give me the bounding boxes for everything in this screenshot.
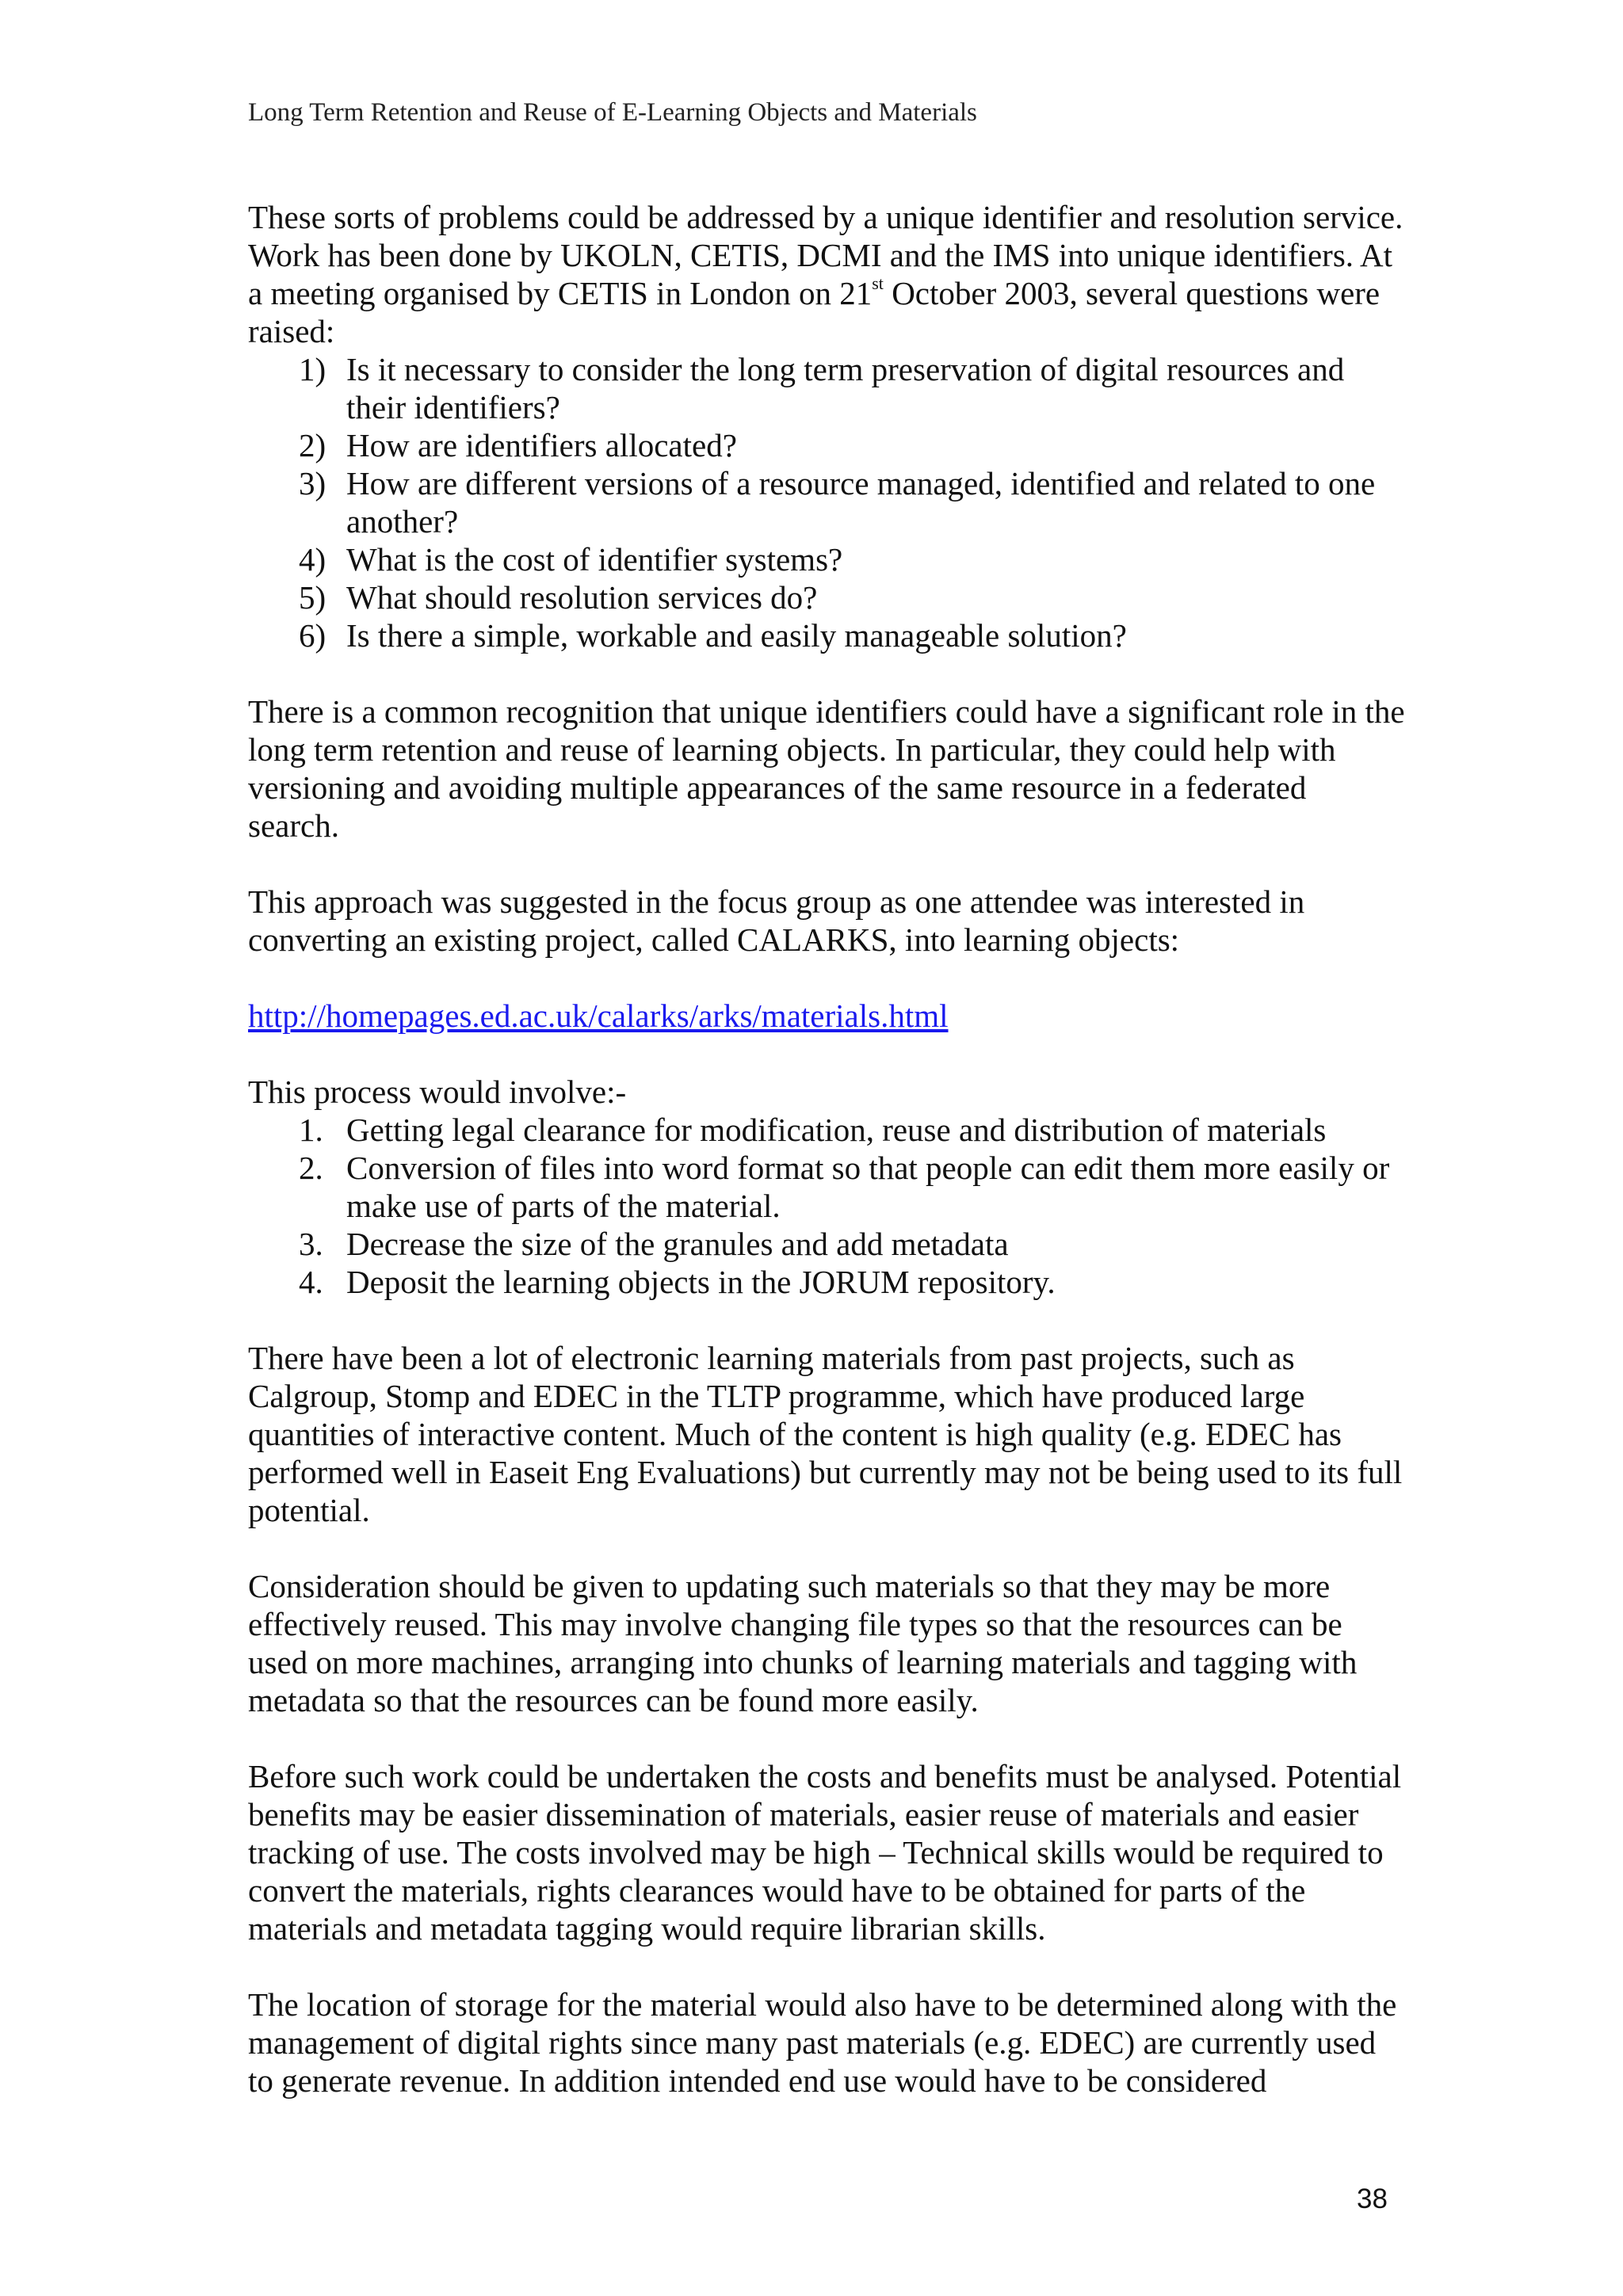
- list-item: [248, 1225, 1405, 1263]
- list-number: 6): [299, 617, 327, 654]
- list-number: 2.: [299, 1150, 323, 1186]
- costs-paragraph: Before such work could be undertaken the costs and benefits must be analysed. Potential benefits may be easier dissemination of materials, easier reuse of materials and easier tracking of use. The costs involved may be high – Technical skills would be required to convert the materials, rights clearances would have to be obtained for parts of the materials and metadata tagging would require librarian skills.: [248, 1758, 1402, 1947]
- list-item: [248, 350, 1405, 426]
- list-item-text: Deposit the learning objects in the JORUM repository.: [346, 1264, 1056, 1300]
- list-number: 4): [299, 541, 327, 578]
- intro-paragraph: [248, 198, 1405, 350]
- list-number: 1.: [299, 1112, 323, 1148]
- list-number: 3): [299, 465, 327, 502]
- link-paragraph: [248, 997, 1405, 1035]
- approach-paragraph: This approach was suggested in the focus group as one attendee was interested in converting an existing project, called CALARKS, into learning objects:: [248, 883, 1305, 958]
- body-text: [248, 198, 1405, 2100]
- list-item-text: How are identifiers allocated?: [346, 427, 737, 463]
- list-item-text: Getting legal clearance for modification, reuse and distribution of materials: [346, 1112, 1327, 1148]
- list-item-text: What is the cost of identifier systems?: [346, 541, 843, 578]
- list-number: 1): [299, 351, 327, 387]
- list-number: 3.: [299, 1226, 323, 1262]
- list-item: [248, 540, 1405, 578]
- process-steps-list: [248, 1111, 1405, 1301]
- intro-text-part1: These sorts of problems could be addressed by a unique identifier and resolution service. Work has been done by UKOLN, CETIS, DCMI and the IMS into unique identifiers. At a meeting organised by CETIS in London on 21: [248, 199, 1403, 311]
- list-item: [248, 426, 1405, 464]
- list-number: 2): [299, 427, 327, 463]
- recognition-paragraph: There is a common recognition that unique identifiers could have a significant role in the long term retention and reuse of learning objects. In particular, they could help with versioning and avoiding multiple appearances of the same resource in a federated search.: [248, 693, 1405, 844]
- questions-list: [248, 350, 1405, 654]
- list-item: [248, 1263, 1405, 1301]
- list-item: [248, 616, 1405, 654]
- list-item: [248, 1149, 1405, 1225]
- page-number: 38: [1357, 2183, 1388, 2214]
- list-number: 4.: [299, 1264, 323, 1300]
- process-intro: This process would involve:-: [248, 1074, 627, 1110]
- past-projects-paragraph: There have been a lot of electronic learning materials from past projects, such as Calgroup, Stomp and EDEC in the TLTP programme, which have produced large quantities of interactive content. Much of the content is high quality (e.g. EDEC has performed well in Easeit Eng Evaluations) but currently may not be being used to its full potential.: [248, 1340, 1403, 1528]
- calarks-link[interactable]: http://homepages.ed.ac.uk/calarks/arks/materials.html: [248, 997, 949, 1034]
- list-item: [248, 464, 1405, 540]
- list-item-text: Conversion of files into word format so that people can edit them more easily or make use of parts of the material.: [346, 1150, 1390, 1224]
- list-item: [248, 578, 1405, 616]
- list-item: [248, 1111, 1405, 1149]
- location-paragraph: The location of storage for the material would also have to be determined along with the management of digital rights since many past materials (e.g. EDEC) are currently used to generate revenue. In addition intended end use would have to be considered: [248, 1986, 1397, 2099]
- list-item-text: Is it necessary to consider the long term preservation of digital resources and their identifiers?: [346, 351, 1345, 425]
- list-item-text: What should resolution services do?: [346, 579, 818, 616]
- list-number: 5): [299, 579, 327, 616]
- consideration-paragraph: Consideration should be given to updating such materials so that they may be more effectively reused. This may involve changing file types so that the resources can be used on more machines, arranging into chunks of learning materials and tagging with metadata so that the resources can be found more easily.: [248, 1568, 1358, 1718]
- list-item-text: How are different versions of a resource managed, identified and related to one another?: [346, 465, 1376, 540]
- intro-text-part2: October 2003, several questions were raised:: [248, 275, 1381, 349]
- ordinal-suffix: st: [872, 273, 884, 294]
- running-header: Long Term Retention and Reuse of E-Learning Objects and Materials: [248, 98, 977, 127]
- list-item-text: Is there a simple, workable and easily manageable solution?: [346, 617, 1127, 654]
- list-item-text: Decrease the size of the granules and add metadata: [346, 1226, 1009, 1262]
